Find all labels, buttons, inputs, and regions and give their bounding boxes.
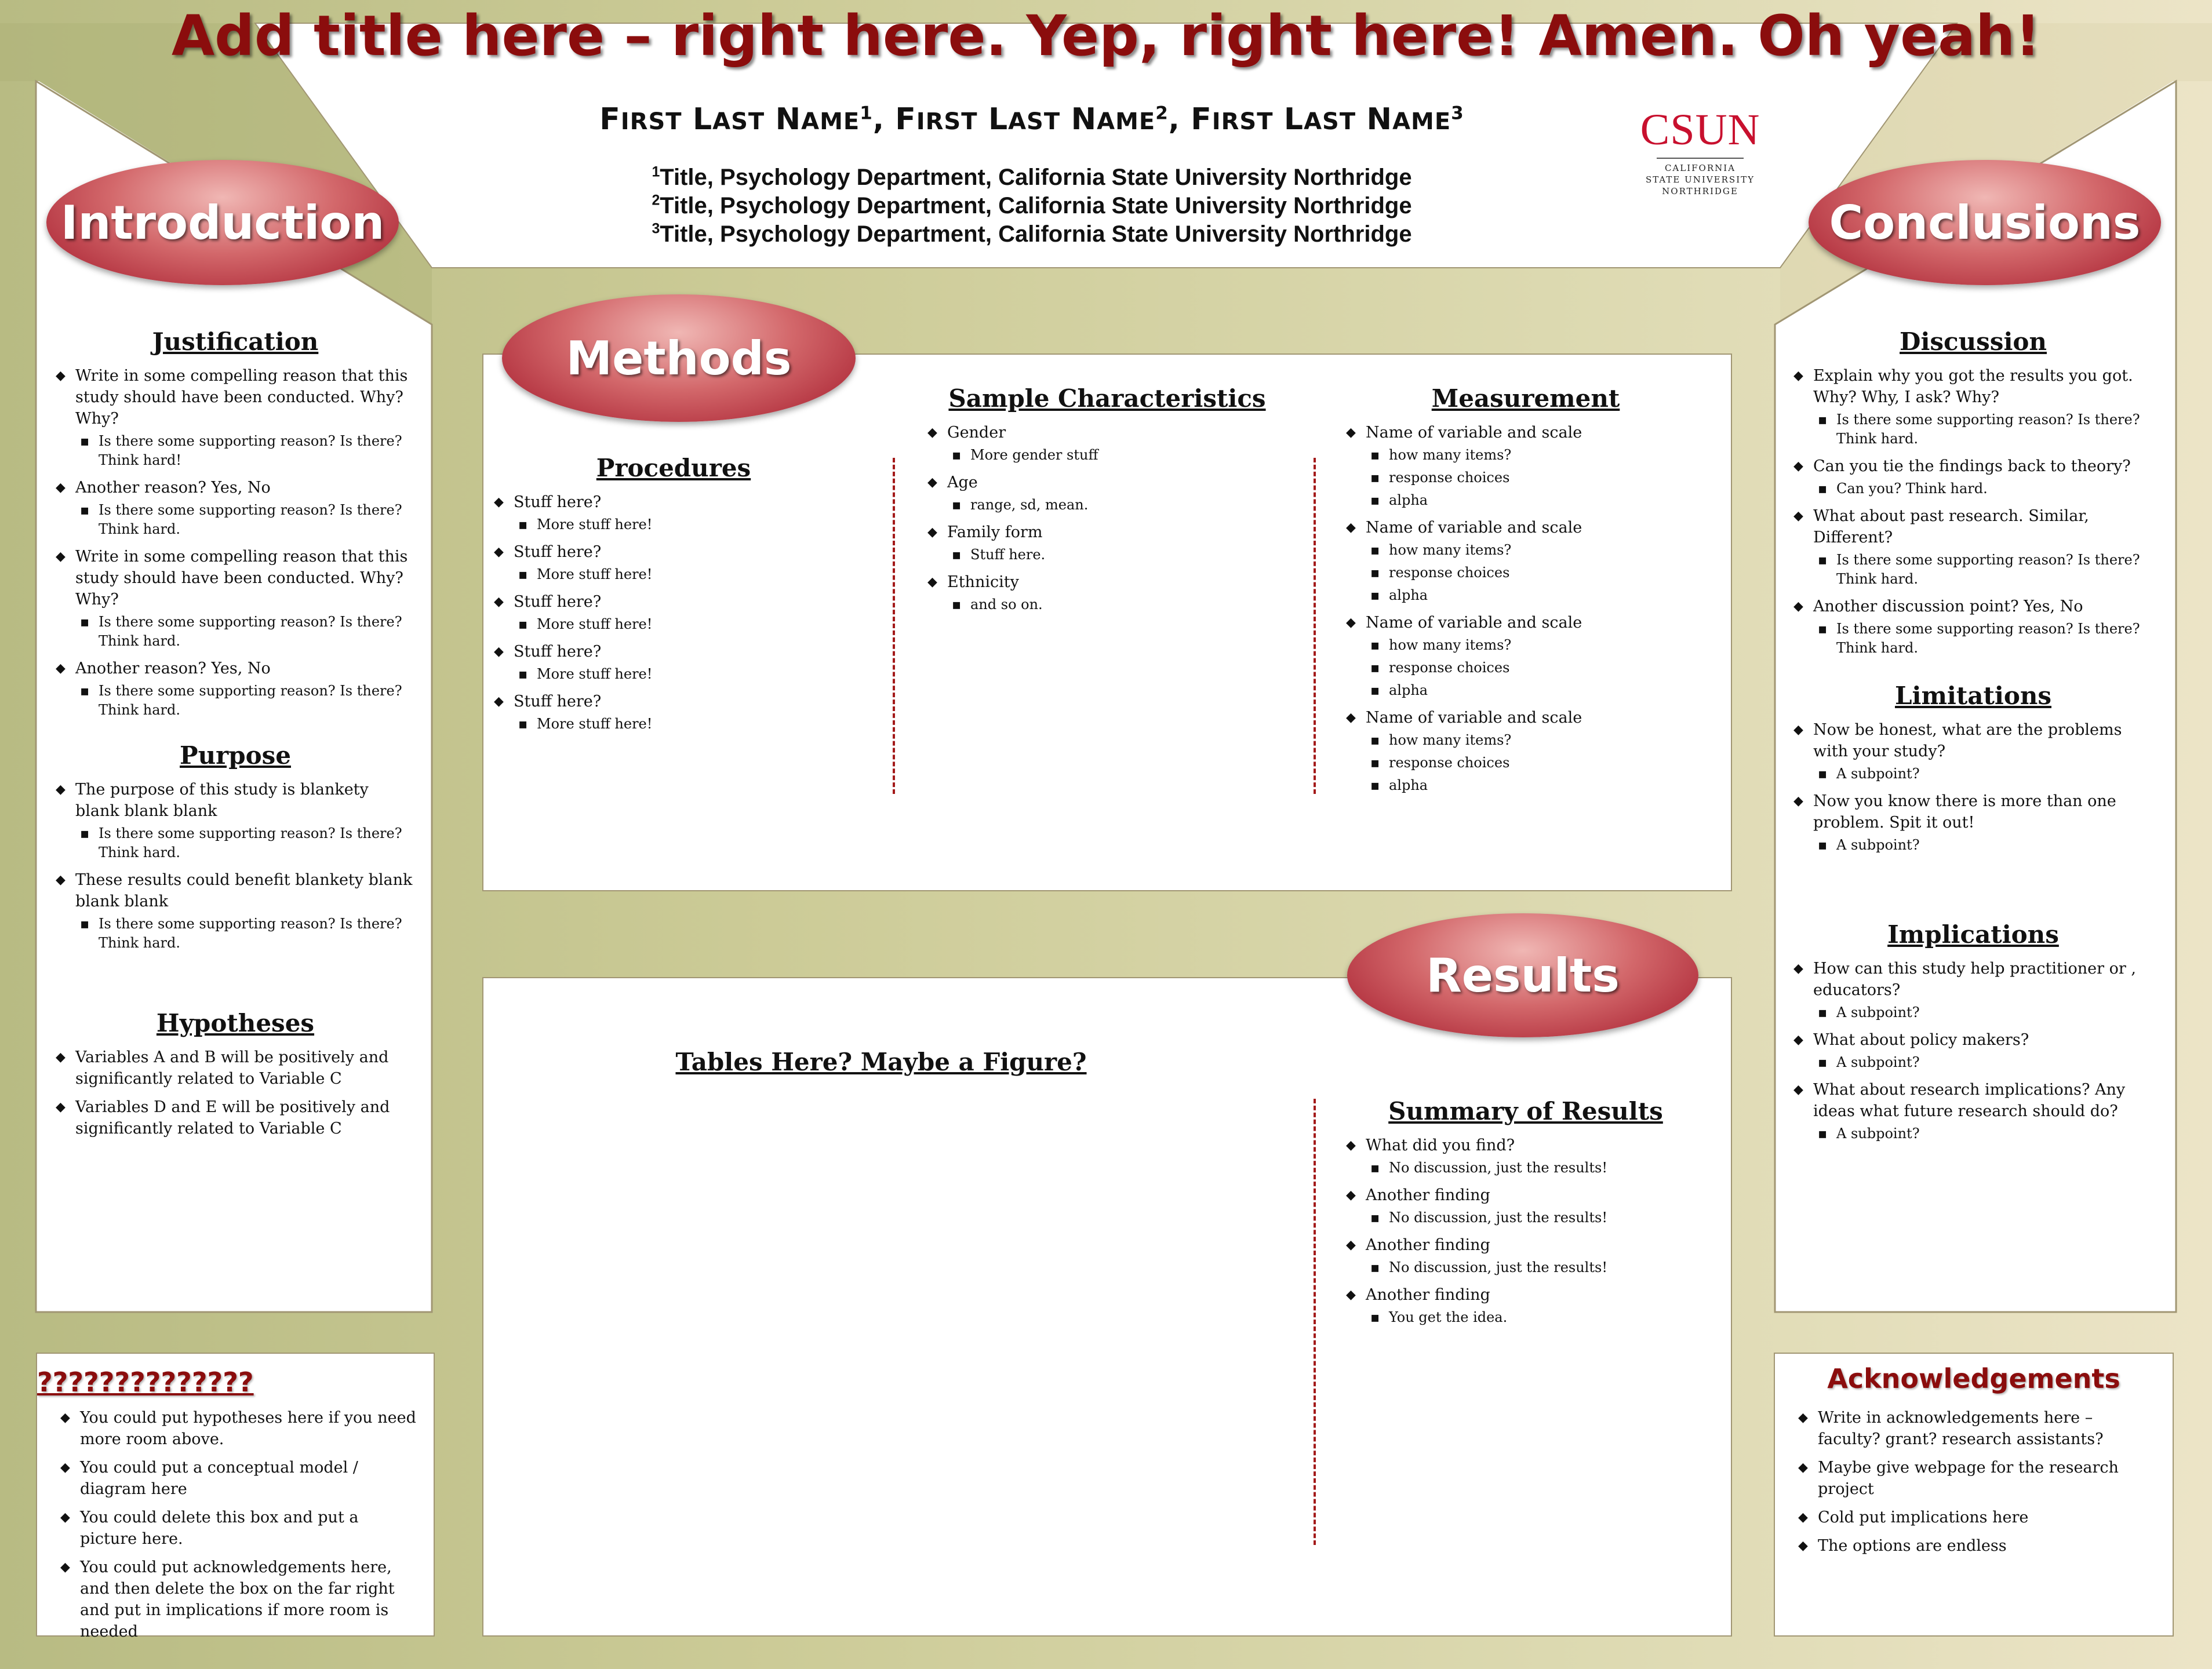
item-text: What did you find? — [1366, 1136, 1515, 1154]
sub-item: ▪ Is there some supporting reason? Is there? Think hard. — [1813, 620, 2153, 658]
sub-list — [75, 432, 415, 470]
sub-item: ▪ Is there some supporting reason? Is there? Think hard. — [75, 682, 415, 720]
bullet-list — [494, 491, 853, 734]
author-name: FIRST LAST NAME$^1$ — [599, 102, 873, 137]
sub-item: ▪ alpha — [1366, 776, 1705, 795]
sub-list — [1813, 1053, 2153, 1072]
list-item — [1346, 1135, 1705, 1178]
authors-line: FIRST LAST NAME$^1$, FIRST LAST NAME$^2$, FIRST LAST NAME$^3$ — [599, 102, 1464, 137]
item-text: Another discussion point? Yes, No — [1813, 597, 2083, 615]
item-text: Name of variable and scale — [1366, 709, 1582, 727]
sub-item: ▪ Is there some supporting reason? Is there? Think hard. — [75, 613, 415, 651]
sub-list — [1366, 1208, 1705, 1227]
list-item — [1798, 1457, 2158, 1500]
results-heading: Results — [1347, 913, 1698, 1037]
measurement-column — [1346, 384, 1705, 802]
sub-item: ▪ A subpoint? — [1813, 1003, 2153, 1022]
sub-item: ▪ alpha — [1366, 586, 1705, 605]
item-text: These results could benefit blankety blank blank blank — [75, 871, 413, 910]
extra-box — [36, 1353, 435, 1641]
section — [1793, 681, 2153, 855]
section-heading: Sample Characteristics — [948, 384, 1266, 413]
item-text: How can this study help practitioner or , educators? — [1813, 960, 2136, 999]
sub-list — [75, 914, 415, 953]
author-name: FIRST LAST NAME$^3$ — [1191, 102, 1464, 137]
list-item — [494, 541, 853, 584]
sub-list — [1813, 836, 2153, 855]
bullet-list — [56, 365, 415, 720]
affiliation-line: $^1$Title, Psychology Department, California State University Northridge — [652, 164, 1412, 190]
sub-list — [75, 613, 415, 651]
item-text: The purpose of this study is blankety blank blank blank — [75, 781, 369, 820]
section-heading: Justification — [152, 327, 319, 356]
section — [1346, 384, 1705, 795]
sub-item: ▪ Is there some supporting reason? Is there? Think hard. — [75, 914, 415, 953]
item-text: Write in some compelling reason that this study should have been conducted. Why? Why? — [75, 367, 408, 428]
item-text: You could put a conceptual model / diagram here — [80, 1459, 358, 1498]
list-item — [1793, 365, 2153, 449]
sub-item: ▪ Is there some supporting reason? Is there? Think hard. — [75, 824, 415, 862]
sub-list — [514, 715, 853, 734]
bullet-list — [1798, 1407, 2158, 1557]
list-item — [494, 641, 853, 684]
section — [1793, 920, 2153, 1143]
item-text: The options are endless — [1818, 1537, 2007, 1555]
methods-heading: Methods — [502, 294, 856, 422]
list-item — [1346, 1284, 1705, 1327]
sub-item: ▪ Is there some supporting reason? Is there? Think hard! — [75, 432, 415, 470]
list-item — [927, 422, 1287, 465]
item-text: Cold put implications here — [1818, 1508, 2029, 1526]
item-text: Stuff here? — [514, 643, 602, 661]
sub-item: ▪ response choices — [1366, 753, 1705, 772]
sub-list — [1366, 731, 1705, 795]
sub-list — [75, 501, 415, 539]
section — [56, 741, 415, 953]
bullet-list — [56, 779, 415, 953]
item-text: Another finding — [1366, 1236, 1490, 1254]
list-item — [1798, 1535, 2158, 1557]
sub-list — [1813, 410, 2153, 449]
item-text: Gender — [947, 424, 1006, 442]
item-text: Another finding — [1366, 1286, 1490, 1304]
sub-item: ▪ Stuff here. — [947, 545, 1287, 564]
list-item — [1798, 1407, 2158, 1450]
sub-item: ▪ range, sd, mean. — [947, 495, 1287, 515]
sub-list — [1813, 1124, 2153, 1143]
acknowledgements-list — [1798, 1407, 2158, 1564]
list-item — [1793, 1079, 2153, 1143]
section — [494, 453, 853, 734]
sub-item: ▪ A subpoint? — [1813, 836, 2153, 855]
item-text: You could put acknowledgements here, and then delete the box on the far right and put in implications if more room is needed — [80, 1558, 395, 1641]
methods-divider-2 — [1314, 458, 1316, 794]
sub-list — [947, 495, 1287, 515]
item-text: Now you know there is more than one problem. Spit it out! — [1813, 792, 2116, 832]
section-heading: Limitations — [1894, 682, 2052, 710]
sub-list — [947, 595, 1287, 614]
sub-list — [1366, 1258, 1705, 1277]
sub-item: ▪ A subpoint? — [1813, 1124, 2153, 1143]
sub-item: ▪ how many items? — [1366, 541, 1705, 560]
item-text: Explain why you got the results you got. Why? Why, I ask? Why? — [1813, 367, 2133, 406]
section-heading: Procedures — [596, 454, 751, 482]
bullet-list — [1793, 365, 2153, 658]
methods-divider-1 — [893, 458, 895, 794]
list-item — [927, 571, 1287, 614]
list-item — [56, 1047, 415, 1089]
list-item — [1346, 517, 1705, 605]
sub-item: ▪ Is there some supporting reason? Is there? Think hard. — [1813, 551, 2153, 589]
item-text: Stuff here? — [514, 593, 602, 611]
sub-list — [1813, 551, 2153, 589]
list-item — [56, 658, 415, 720]
sub-item: ▪ and so on. — [947, 595, 1287, 614]
section-heading: Purpose — [180, 741, 291, 770]
item-text: Maybe give webpage for the research project — [1818, 1459, 2119, 1498]
author-name: FIRST LAST NAME$^2$ — [895, 102, 1169, 137]
item-text: Name of variable and scale — [1366, 424, 1582, 442]
sub-item: ▪ Can you? Think hard. — [1813, 479, 2153, 498]
sub-item: ▪ A subpoint? — [1813, 764, 2153, 784]
item-text: Another finding — [1366, 1186, 1490, 1204]
list-item — [494, 591, 853, 634]
sub-list — [514, 615, 853, 634]
bullet-list — [60, 1407, 420, 1642]
list-item — [494, 491, 853, 534]
sub-item: ▪ how many items? — [1366, 636, 1705, 655]
item-text: Write in acknowledgements here – faculty? grant? research assistants? — [1818, 1409, 2104, 1448]
item-text: Variables A and B will be positively and significantly related to Variable C — [75, 1048, 389, 1088]
list-item — [60, 1457, 420, 1500]
sub-list — [947, 446, 1287, 465]
extra-box-list — [60, 1407, 420, 1649]
list-item — [1793, 505, 2153, 589]
list-item — [56, 477, 415, 539]
bullet-list — [1793, 719, 2153, 855]
item-text: What about past research. Similar, Different? — [1813, 507, 2089, 546]
sub-list — [947, 545, 1287, 564]
conclusions-column — [1793, 327, 2153, 1150]
bullet-list — [1793, 958, 2153, 1143]
sub-item: ▪ alpha — [1366, 491, 1705, 510]
section-heading: Discussion — [1900, 327, 2047, 356]
sub-list — [1813, 479, 2153, 498]
item-text: Name of variable and scale — [1366, 614, 1582, 632]
sub-item: ▪ More gender stuff — [947, 446, 1287, 465]
item-text: Stuff here? — [514, 693, 602, 710]
item-text: Another reason? Yes, No — [75, 479, 271, 497]
sub-item: ▪ More stuff here! — [514, 565, 853, 584]
bullet-list — [56, 1047, 415, 1139]
item-text: What about policy makers? — [1813, 1031, 2029, 1049]
sub-item: ▪ More stuff here! — [514, 665, 853, 684]
section-heading: Measurement — [1431, 384, 1620, 413]
poster-title: Add title here – right here. Yep, right here! Amen. Oh yeah! — [171, 3, 2041, 68]
item-text: Ethnicity — [947, 573, 1019, 591]
sub-list — [1366, 636, 1705, 700]
sub-item: ▪ No discussion, just the results! — [1366, 1208, 1705, 1227]
section — [1346, 1096, 1705, 1327]
csun-logo: CSUN CALIFORNIA STATE UNIVERSITY NORTHRIDGE — [1640, 105, 1760, 196]
sub-item: ▪ More stuff here! — [514, 715, 853, 734]
item-text: Write in some compelling reason that this study should have been conducted. Why? Why? — [75, 548, 408, 608]
item-text: Name of variable and scale — [1366, 519, 1582, 537]
sub-item: ▪ Is there some supporting reason? Is there? Think hard. — [75, 501, 415, 539]
list-item — [56, 546, 415, 651]
item-text: You could delete this box and put a picture here. — [80, 1508, 359, 1548]
section — [1793, 327, 2153, 658]
section — [56, 327, 415, 720]
bullet-list — [1346, 1135, 1705, 1327]
section-heading: Implications — [1887, 920, 2059, 949]
list-item — [1793, 1029, 2153, 1072]
sub-list — [75, 682, 415, 720]
item-text: What about research implications? Any ideas what future research should do? — [1813, 1081, 2126, 1120]
bullet-list — [1346, 422, 1705, 795]
sub-item: ▪ No discussion, just the results! — [1366, 1258, 1705, 1277]
section — [927, 384, 1287, 614]
list-item — [56, 1096, 415, 1139]
list-item — [60, 1407, 420, 1450]
procedures-column — [494, 453, 853, 741]
tables-placeholder: Tables Here? Maybe a Figure? — [675, 1048, 1087, 1076]
section-heading: Summary of Results — [1388, 1097, 1663, 1125]
item-text: Variables D and E will be positively and significantly related to Variable C — [75, 1098, 390, 1138]
sub-item: ▪ No discussion, just the results! — [1366, 1158, 1705, 1178]
sub-list — [1366, 541, 1705, 605]
sub-list — [1813, 764, 2153, 784]
introduction-column — [56, 327, 415, 1146]
sub-list — [1366, 1308, 1705, 1327]
sub-list — [1366, 1158, 1705, 1178]
sub-item: ▪ More stuff here! — [514, 515, 853, 534]
list-item — [927, 472, 1287, 515]
sub-item: ▪ alpha — [1366, 681, 1705, 700]
introduction-heading: Introduction — [46, 160, 399, 285]
item-text: Can you tie the findings back to theory? — [1813, 457, 2131, 475]
section — [56, 1008, 415, 1139]
list-item — [60, 1507, 420, 1550]
list-item — [1346, 612, 1705, 700]
sample-characteristics-column — [927, 384, 1287, 621]
list-item — [1346, 422, 1705, 510]
list-item — [56, 869, 415, 953]
list-item — [1346, 1234, 1705, 1277]
sub-item: ▪ response choices — [1366, 563, 1705, 582]
list-item — [1798, 1507, 2158, 1528]
sub-item: ▪ A subpoint? — [1813, 1053, 2153, 1072]
sub-list — [1813, 1003, 2153, 1022]
summary-column — [1346, 1096, 1705, 1334]
list-item — [1793, 455, 2153, 498]
results-divider — [1314, 1099, 1316, 1545]
sub-item: ▪ how many items? — [1366, 446, 1705, 465]
sub-list — [1366, 446, 1705, 510]
sub-list — [514, 665, 853, 684]
sub-list — [514, 565, 853, 584]
item-text: Stuff here? — [514, 493, 602, 511]
bullet-list — [927, 422, 1287, 614]
list-item — [1793, 790, 2153, 855]
item-text: Another reason? Yes, No — [75, 659, 271, 677]
item-text: Now be honest, what are the problems with your study? — [1813, 721, 2122, 760]
conclusions-heading: Conclusions — [1809, 160, 2161, 285]
sub-item: ▪ Is there some supporting reason? Is there? Think hard. — [1813, 410, 2153, 449]
list-item — [494, 691, 853, 734]
sub-item: ▪ You get the idea. — [1366, 1308, 1705, 1327]
item-text: Family form — [947, 523, 1043, 541]
item-text: Age — [947, 473, 978, 491]
sub-list — [75, 824, 415, 862]
item-text: Stuff here? — [514, 543, 602, 561]
list-item — [56, 779, 415, 862]
sub-list — [514, 515, 853, 534]
list-item — [1793, 958, 2153, 1022]
extra-box-heading: ?????????????? — [37, 1366, 254, 1398]
item-text: You could put hypotheses here if you need more room above. — [80, 1409, 416, 1448]
acknowledgements-heading: Acknowledgements — [1827, 1363, 2120, 1394]
affiliations — [441, 163, 1623, 249]
sub-list — [1813, 620, 2153, 658]
section-heading: Hypotheses — [156, 1009, 315, 1037]
sub-item: ▪ how many items? — [1366, 731, 1705, 750]
affiliation-line: $^3$Title, Psychology Department, California State University Northridge — [652, 221, 1412, 247]
list-item — [1346, 1185, 1705, 1227]
affiliation-line: $^2$Title, Psychology Department, California State University Northridge — [652, 192, 1412, 218]
list-item — [60, 1557, 420, 1642]
acknowledgements-box — [1774, 1353, 2174, 1637]
sub-item: ▪ response choices — [1366, 468, 1705, 487]
list-item — [1346, 707, 1705, 795]
list-item — [1793, 596, 2153, 658]
list-item — [927, 522, 1287, 564]
sub-item: ▪ response choices — [1366, 658, 1705, 677]
sub-item: ▪ More stuff here! — [514, 615, 853, 634]
list-item — [56, 365, 415, 470]
list-item — [1793, 719, 2153, 784]
